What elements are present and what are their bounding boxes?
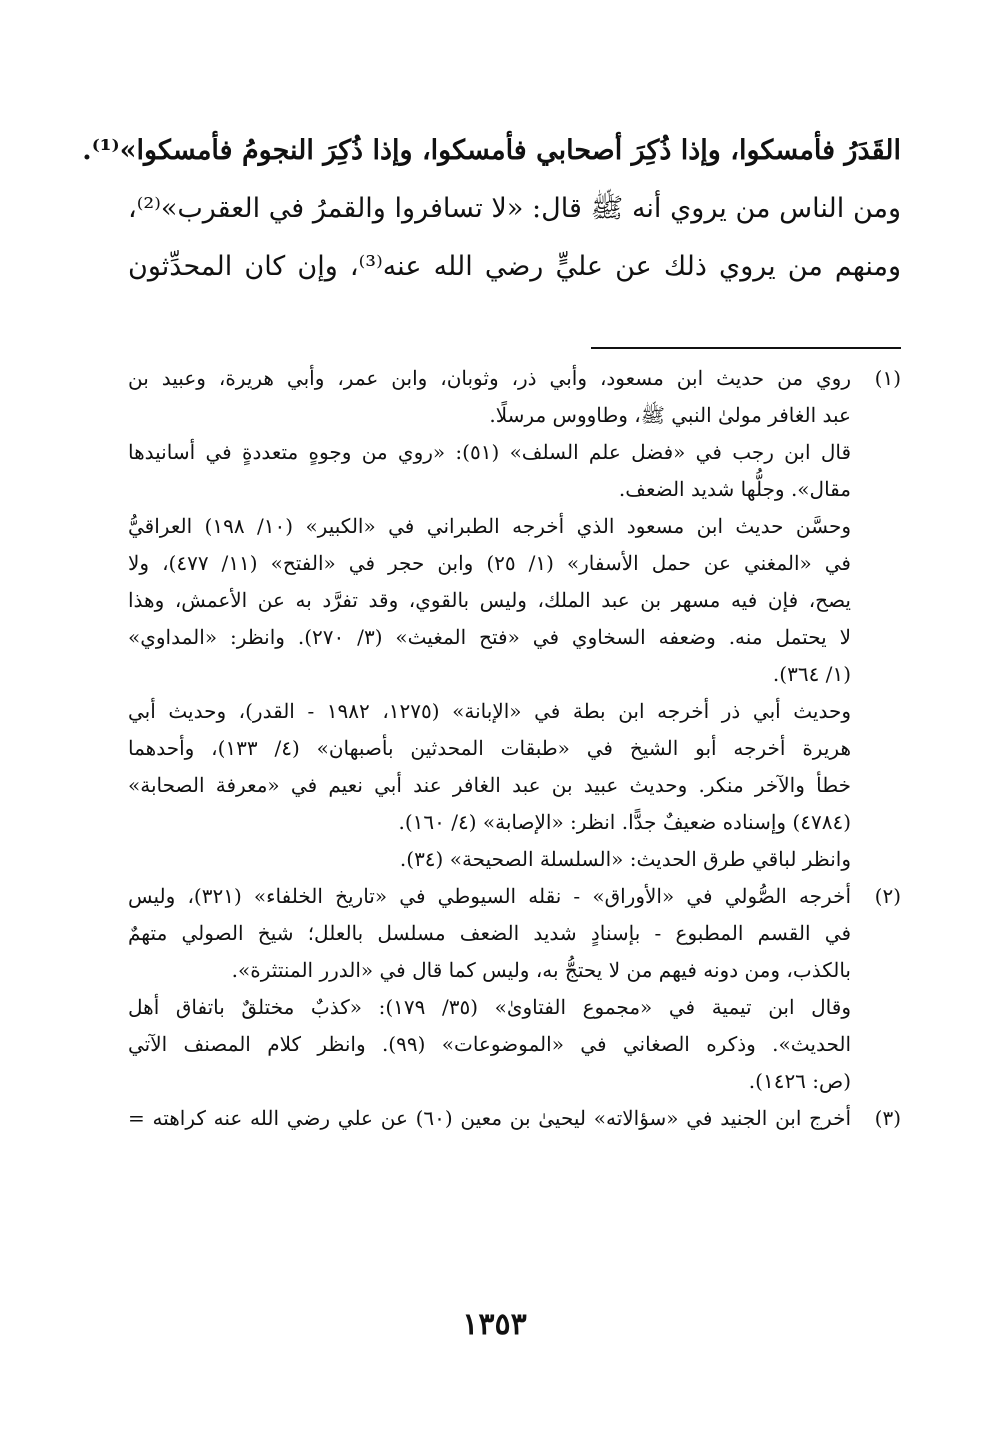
footnote-line: خطأ والآخر منكر. وحديث عبيد بن عبد الغافر عند أبي نعيم في «معرفة الصحابة»	[128, 773, 851, 797]
main-line: ومنهم من يروي ذلك عن عليٍّ رضي الله عنه⁽³⁾، وإن كان المحدِّثون	[128, 251, 901, 282]
main-line: القَدَرُ فأمسكوا، وإذا ذُكِرَ أصحابي فأمسكوا، وإذا ذُكِرَ النجومُ فأمسكوا»⁽¹⁾.	[82, 135, 901, 166]
footnote-number: (٢)	[874, 884, 901, 908]
main-line: ومن الناس من يروي أنه ﷺ قال: «لا تسافروا والقمرُ في العقرب»⁽²⁾،	[128, 193, 901, 224]
footnote-1	[128, 360, 901, 878]
main-text	[82, 122, 901, 296]
footnote-line: أخرجه الصُّولي في «الأوراق» - نقله السيوطي في «تاريخ الخلفاء» (٣٢١)، وليس	[128, 884, 851, 908]
footnote-line: هريرة أخرجه أبو الشيخ في «طبقات المحدثين بأصبهان» (٤/ ١٣٣)، وأحدهما	[128, 736, 851, 760]
footnote-line: عبد الغافر مولىٰ النبي ﷺ، وطاووس مرسلًا.	[489, 403, 851, 427]
footnote-line: في «المغني عن حمل الأسفار» (١/ ٢٥) وابن حجر في «الفتح» (١١/ ٤٧٧)، ولا	[128, 551, 851, 575]
footnote-line: في القسم المطبوع - بإسنادٍ شديد الضعف مسلسل بالعلل؛ شيخ الصولي متهمٌ	[128, 921, 851, 945]
footnote-number: (١)	[874, 366, 901, 390]
footnote-line: مقال». وجلُّها شديد الضعف.	[618, 477, 851, 501]
footnote-line: بالكذب، ومن دونه فيهم من لا يحتجُّ به، وليس كما قال في «الدرر المنتثرة».	[231, 958, 851, 982]
footnote-line: قال ابن رجب في «فضل علم السلف» (٥١): «روي من وجوهٍ متعددةٍ في أسانيدها	[128, 440, 851, 464]
footnote-separator	[591, 347, 901, 349]
footnote-line: وقال ابن تيمية في «مجموع الفتاوىٰ» (٣٥/ ١٧٩): «كذبٌ مختلقٌ باتفاق أهل	[128, 995, 851, 1019]
footnote-3	[128, 1100, 901, 1137]
footnote-line: الحديث». وذكره الصغاني في «الموضوعات» (٩٩). وانظر كلام المصنف الآتي	[128, 1032, 852, 1056]
footnote-2	[128, 878, 901, 1100]
footnote-line: (ص: ١٤٢٦).	[748, 1069, 851, 1093]
footnote-line: لا يحتمل منه. وضعفه السخاوي في «فتح المغيث» (٣/ ٢٧٠). وانظر: «المداوي»	[128, 625, 851, 649]
footnote-line: روي من حديث ابن مسعود، وأبي ذر، وثوبان، وابن عمر، وأبي هريرة، وعبيد بن	[128, 366, 851, 390]
footnote-line: وحديث أبي ذر أخرجه ابن بطة في «الإبانة» (١٢٧٥، ١٩٨٢ - القدر)، وحديث أبي	[128, 699, 851, 723]
footnote-line: (٤٧٨٤) وإسناده ضعيفٌ جدًّا. انظر: «الإصابة» (٤/ ١٦٠).	[398, 810, 851, 834]
footnote-number: (٣)	[874, 1106, 901, 1130]
footnote-line: (١/ ٣٦٤).	[772, 662, 851, 686]
footnote-line: أخرج ابن الجنيد في «سؤالاته» ليحيىٰ بن معين (٦٠) عن علي رضي الله عنه كراهته =	[128, 1106, 851, 1130]
footnote-line: يصح، فإن فيه مسهر بن عبد الملك، وليس بالقوي، وقد تفرَّد به عن الأعمش، وهذا	[128, 588, 851, 612]
page-number: ١٣٥٣	[462, 1307, 527, 1342]
footnotes	[128, 360, 901, 1137]
footnote-line: وحسَّن حديث ابن مسعود الذي أخرجه الطبراني في «الكبير» (١٠/ ١٩٨) العراقيُّ	[128, 514, 851, 538]
footnote-line: وانظر لباقي طرق الحديث: «السلسلة الصحيحة» (٣٤).	[399, 847, 851, 871]
